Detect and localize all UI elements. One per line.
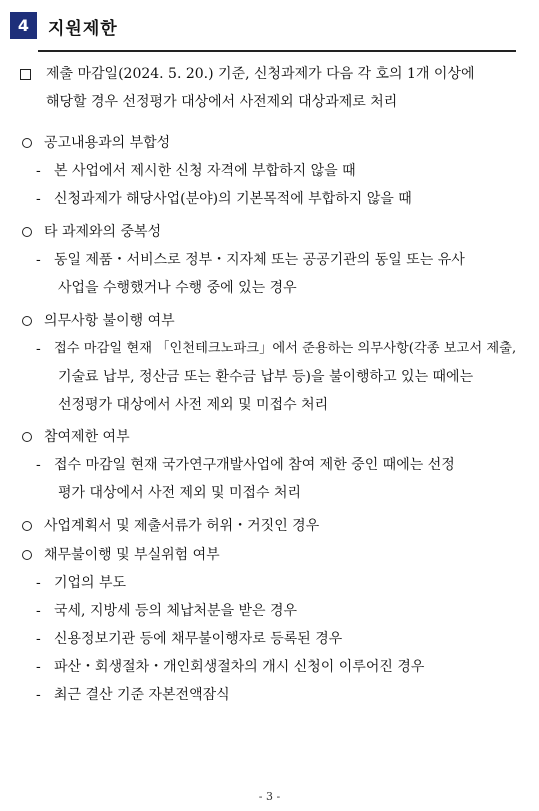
criterion-detail-line: 본 사업에서 제시한 신청 자격에 부합하지 않을 때: [54, 163, 356, 179]
page-number: - 3 -: [258, 790, 281, 803]
criterion-detail-line: 사업을 수행했거나 수행 중에 있는 경우: [58, 280, 297, 296]
circle-bullet-icon: [22, 432, 32, 442]
criterion-title: 사업계획서 및 제출서류가 허위・거짓인 경우: [44, 518, 320, 534]
dash-bullet: -: [36, 341, 41, 357]
intro-line-2: 해당할 경우 선정평가 대상에서 사전제외 대상과제로 처리: [46, 94, 398, 110]
criterion-title: 채무불이행 및 부실위험 여부: [44, 547, 220, 563]
criterion-detail-line: 신용정보기관 등에 채무불이행자로 등록된 경우: [54, 631, 343, 647]
criterion-title: 공고내용과의 부합성: [44, 135, 171, 151]
dash-bullet: -: [36, 575, 41, 591]
criterion-title: 참여제한 여부: [44, 429, 130, 445]
dash-bullet: -: [36, 252, 41, 268]
criterion-detail-line: 동일 제품・서비스로 정부・지자체 또는 공공기관의 동일 또는 유사: [54, 252, 465, 268]
criterion-detail-line: 평가 대상에서 사전 제외 및 미접수 처리: [58, 485, 302, 501]
criterion-detail-line: 선정평가 대상에서 사전 제외 및 미접수 처리: [58, 397, 329, 413]
criterion-detail-line: 파산・회생절차・개인회생절차의 개시 신청이 이루어진 경우: [54, 659, 425, 675]
circle-bullet-icon: [22, 316, 32, 326]
dash-bullet: -: [36, 163, 41, 179]
dash-bullet: -: [36, 603, 41, 619]
dash-bullet: -: [36, 659, 41, 675]
circle-bullet-icon: [22, 138, 32, 148]
dash-bullet: -: [36, 687, 41, 703]
square-bullet-icon: [20, 69, 31, 80]
dash-bullet: -: [36, 191, 41, 207]
section-number-badge: 4: [10, 12, 37, 39]
criterion-detail-line: 기술료 납부, 정산금 또는 환수금 납부 등)을 불이행하고 있는 때에는: [58, 369, 474, 385]
circle-bullet-icon: [22, 227, 32, 237]
section-header: [10, 12, 516, 39]
criterion-title: 의무사항 불이행 여부: [44, 313, 175, 329]
intro-line-1: 제출 마감일(2024. 5. 20.) 기준, 신청과제가 다음 각 호의 1개 이상에: [46, 66, 475, 82]
criterion-title: 타 과제와의 중복성: [44, 224, 162, 240]
criterion-detail-line: 최근 결산 기준 자본전액잠식: [54, 687, 230, 703]
criterion-detail-line: 신청과제가 해당사업(분야)의 기본목적에 부합하지 않을 때: [54, 191, 412, 207]
criterion-detail-line: 국세, 지방세 등의 체납처분을 받은 경우: [54, 603, 298, 619]
section-divider: [38, 50, 516, 52]
criterion-detail-line: 접수 마감일 현재 「인천테크노파크」에서 준용하는 의무사항(각종 보고서 제출,: [54, 341, 517, 356]
dash-bullet: -: [36, 631, 41, 647]
criterion-detail-line: 접수 마감일 현재 국가연구개발사업에 참여 제한 중인 때에는 선정: [54, 457, 455, 473]
section-title: 지원제한: [48, 19, 118, 39]
circle-bullet-icon: [22, 521, 32, 531]
dash-bullet: -: [36, 457, 41, 473]
criterion-detail-line: 기업의 부도: [54, 575, 127, 591]
circle-bullet-icon: [22, 550, 32, 560]
